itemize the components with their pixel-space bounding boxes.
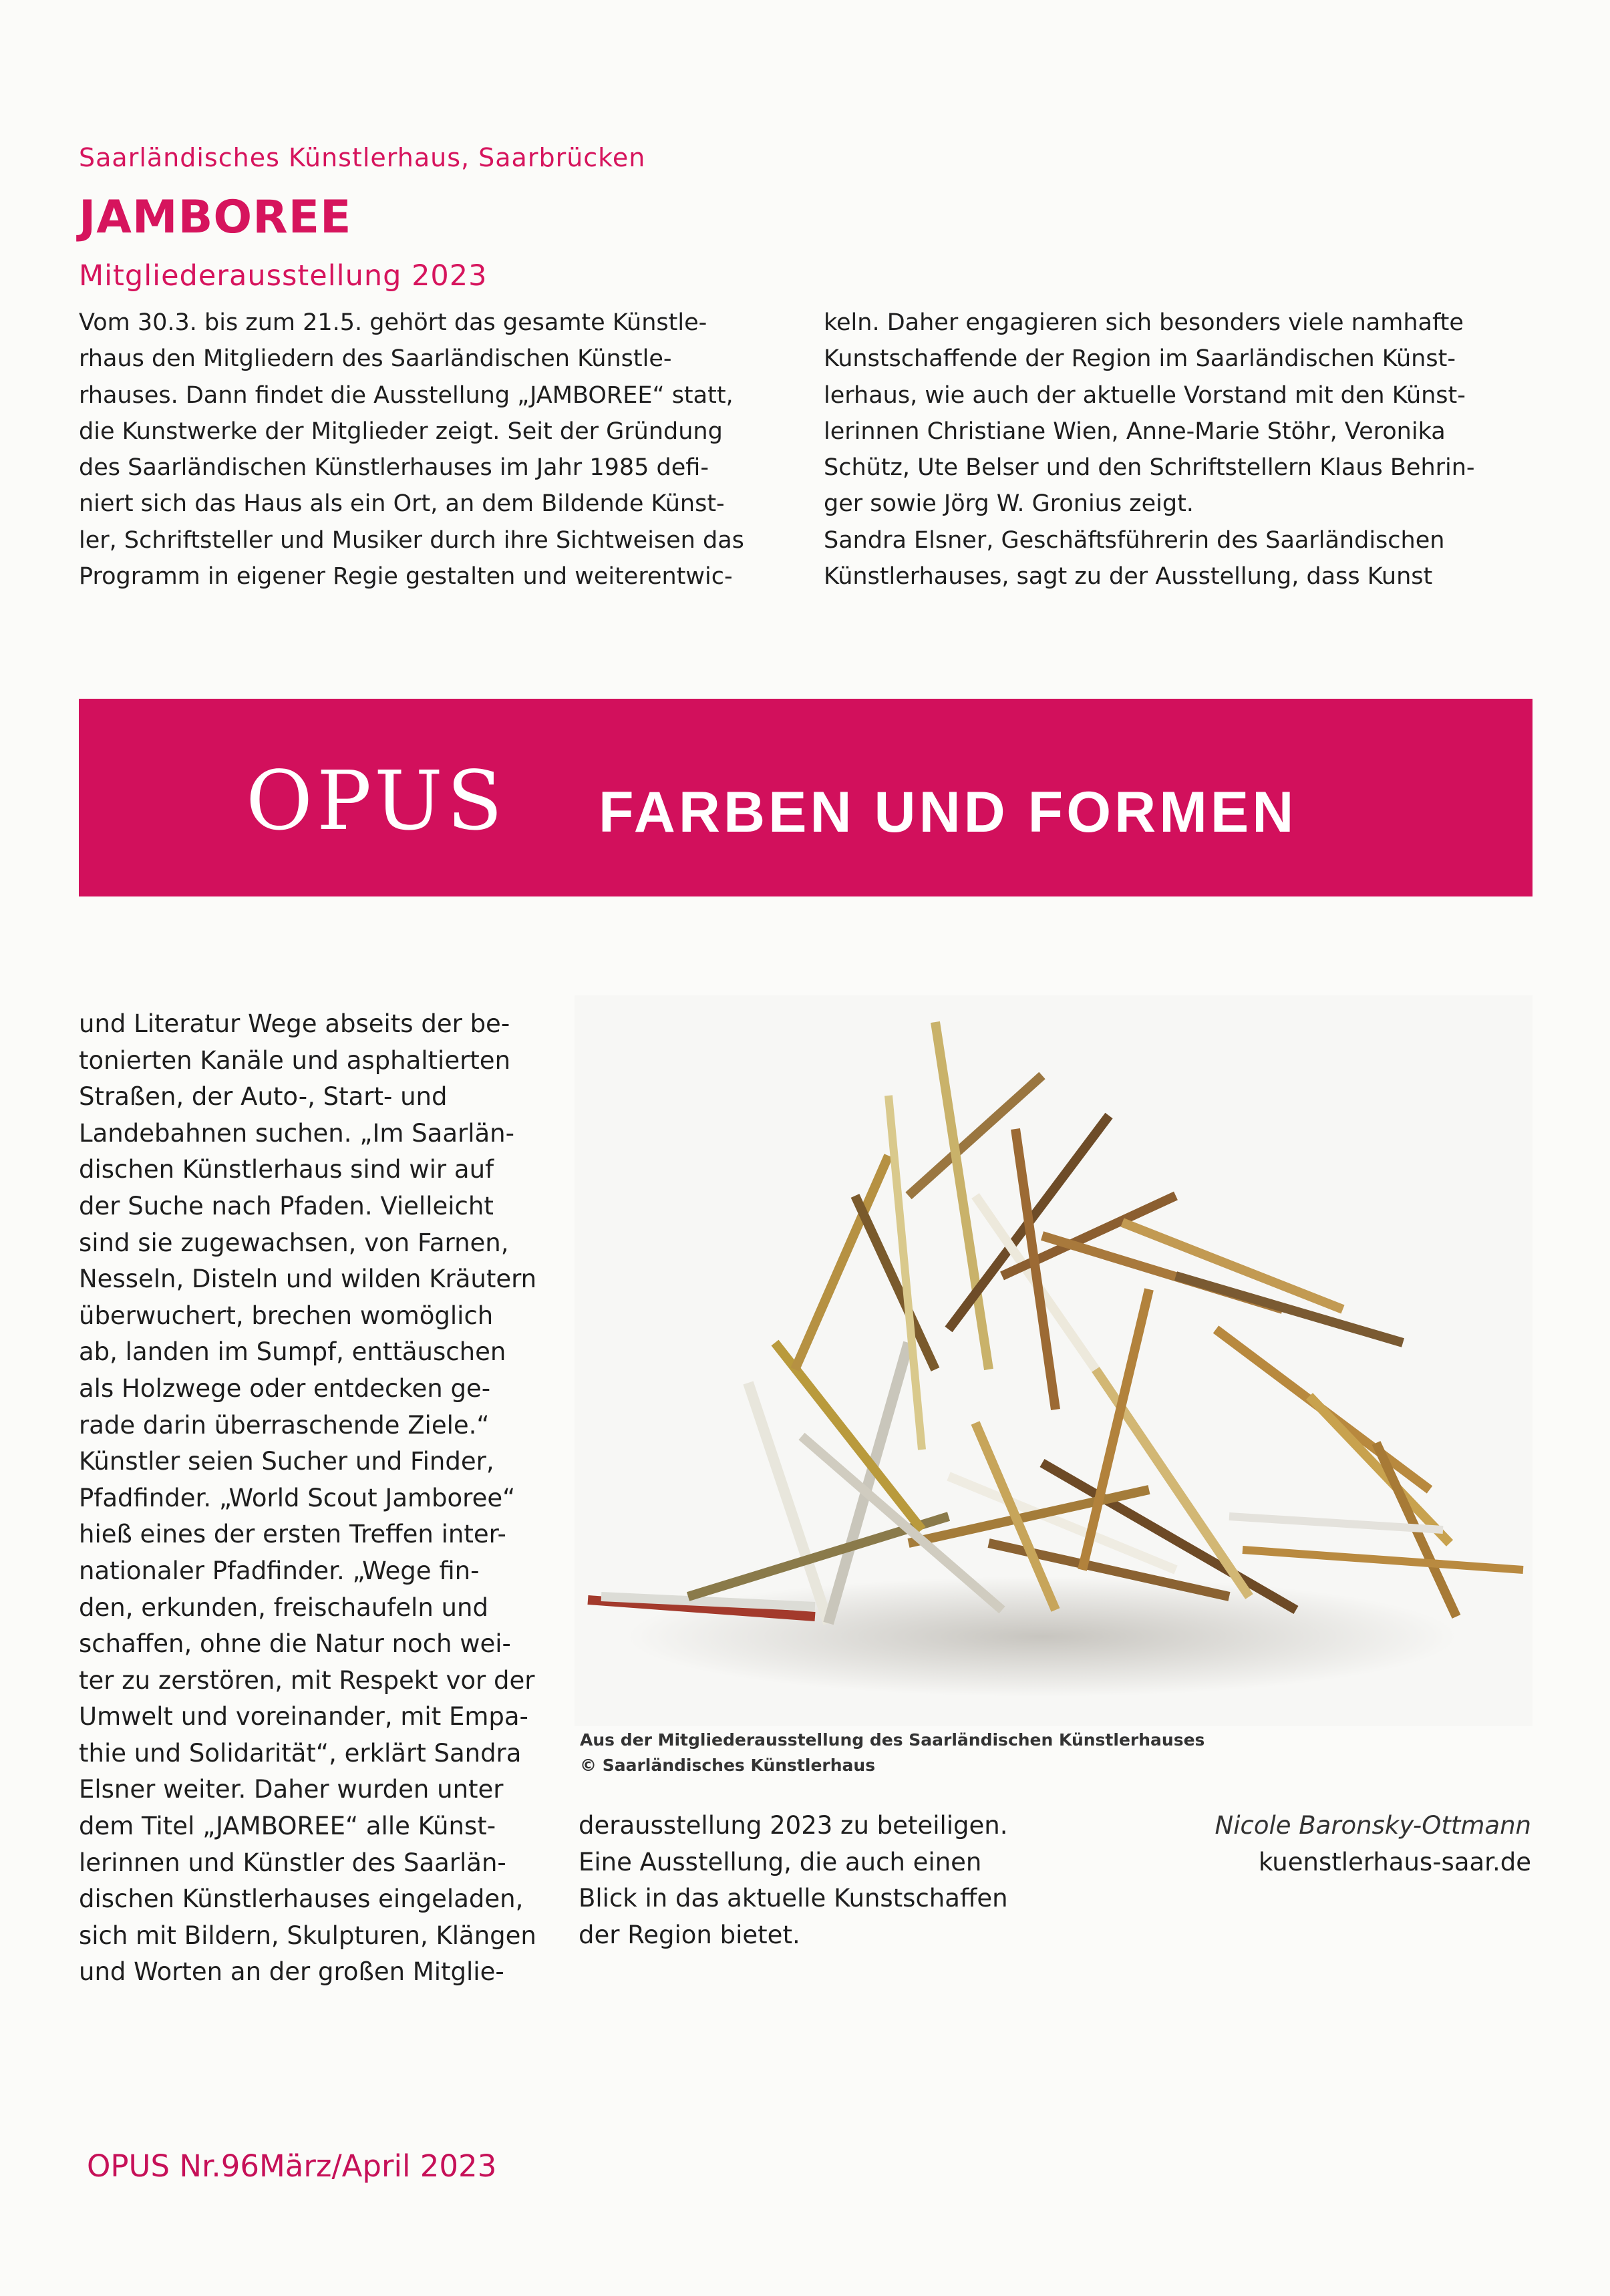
photo-caption [580, 1728, 1448, 1778]
text-line: die Kunstwerke der Mitglieder zeigt. Seit der Gründung [79, 418, 723, 445]
text-line: ger sowie Jörg W. Gronius zeigt. [824, 490, 1194, 518]
text-line: als Holzwege oder entdecken ge- [79, 1373, 491, 1403]
text-line: Sandra Elsner, Geschäftsführerin des Saarländischen [824, 526, 1445, 554]
article-top-left-column [79, 305, 787, 595]
page-footer: OPUS Nr.96März/April 2023 [87, 2148, 497, 2184]
text-line: rhauses. Dann findet die Ausstellung „JAMBOREE“ statt, [79, 381, 734, 409]
text-line: sind sie zugewachsen, von Farnen, [79, 1228, 509, 1257]
text-line: Künstler seien Sucher und Finder, [79, 1447, 494, 1476]
text-line: lerhaus, wie auch der aktuelle Vorstand mit den Künst- [824, 381, 1466, 409]
section-banner [79, 699, 1533, 896]
text-line: schaffen, ohne die Natur noch wei- [79, 1629, 511, 1659]
author-name: Nicole Baronsky-Ottmann [1215, 1811, 1531, 1840]
text-line: Schütz, Ute Belser und den Schriftstellern Klaus Behrin- [824, 454, 1475, 482]
text-line: Vom 30.3. bis zum 21.5. gehört das gesamte Künstle- [79, 309, 707, 336]
website-link[interactable]: kuenstlerhaus-saar.de [1259, 1847, 1531, 1876]
text-line: Kunstschaffende der Region im Saarländischen Künst- [824, 345, 1456, 373]
text-line: rhaus den Mitgliedern des Saarländischen Künstle- [79, 345, 672, 373]
caption-line: Aus der Mitgliederausstellung des Saarländischen Künstlerhauses [580, 1730, 1205, 1750]
text-line: Programm in eigener Regie gestalten und weiterentwic- [79, 563, 733, 591]
text-line: überwuchert, brechen womöglich [79, 1301, 494, 1330]
text-line: Landebahnen suchen. „Im Saarlän- [79, 1118, 514, 1148]
text-line: ler, Schriftsteller und Musiker durch ihre Sichtweisen das [79, 526, 744, 554]
text-line: Nesseln, Disteln und wilden Kräutern [79, 1265, 537, 1294]
text-line: lerinnen Christiane Wien, Anne-Marie Stöhr, Veronika [824, 418, 1446, 445]
text-line: des Saarländischen Künstlerhauses im Jahr 1985 defi- [79, 454, 709, 482]
text-line: Pfadfinder. „World Scout Jamboree“ [79, 1483, 516, 1512]
text-line: und Literatur Wege abseits der be- [79, 1009, 510, 1038]
text-line: Eine Ausstellung, die auch einen [579, 1847, 982, 1876]
text-line: hieß eines der ersten Treffen inter- [79, 1520, 506, 1549]
subheadline: Mitgliederausstellung 2023 [79, 259, 488, 293]
text-line: Elsner weiter. Daher wurden unter [79, 1775, 504, 1804]
article-top-right-column [824, 305, 1532, 595]
text-line: nationaler Pfadfinder. „Wege fin- [79, 1556, 480, 1585]
text-line: dem Titel „JAMBOREE“ alle Künst- [79, 1812, 496, 1841]
text-line: keln. Daher engagieren sich besonders viele namhafte [824, 309, 1464, 336]
text-line: lerinnen und Künstler des Saarlän- [79, 1848, 506, 1877]
byline [1215, 1808, 1531, 1880]
text-line: ab, landen im Sumpf, enttäuschen [79, 1337, 506, 1367]
text-line: Umwelt und voreinander, mit Empa- [79, 1702, 528, 1732]
text-line: Künstlerhauses, sagt zu der Ausstellung, dass Kunst [824, 563, 1433, 591]
sculpture-photo [575, 995, 1533, 1726]
text-line: und Worten an der großen Mitglie- [79, 1957, 504, 1987]
text-line: Straßen, der Auto-, Start- und [79, 1082, 448, 1112]
headline: JAMBOREE [79, 191, 352, 244]
text-line: der Suche nach Pfaden. Vielleicht [79, 1191, 494, 1220]
text-line: rade darin überraschende Ziele.“ [79, 1410, 490, 1440]
text-line: derausstellung 2023 zu beteiligen. [579, 1811, 1008, 1840]
text-line: thie und Solidarität“, erklärt Sandra [79, 1738, 522, 1768]
text-line: sich mit Bildern, Skulpturen, Klängen [79, 1921, 536, 1950]
text-line: den, erkunden, freischaufeln und [79, 1593, 488, 1622]
article-bottom-mid-column [579, 1808, 1034, 1953]
opus-logo-text: OPUS [246, 754, 507, 848]
caption-credit: © Saarländisches Künstlerhaus [580, 1756, 876, 1775]
text-line: Blick in das aktuelle Kunstschaffen [579, 1884, 1008, 1913]
text-line: der Region bietet. [579, 1920, 800, 1949]
text-line: tonierten Kanäle und asphaltierten [79, 1045, 511, 1075]
text-line: ter zu zerstören, mit Respekt vor der [79, 1665, 535, 1695]
text-line: dischen Künstlerhauses eingeladen, [79, 1884, 524, 1914]
banner-title: FARBEN UND FORMEN [599, 780, 1297, 844]
text-line: niert sich das Haus als ein Ort, an dem Bildende Künst- [79, 490, 725, 518]
text-line: dischen Künstlerhaus sind wir auf [79, 1155, 494, 1184]
opus-logo [246, 754, 507, 848]
kicker: Saarländisches Künstlerhaus, Saarbrücken [79, 143, 646, 172]
article-bottom-left-column [79, 1006, 538, 1991]
